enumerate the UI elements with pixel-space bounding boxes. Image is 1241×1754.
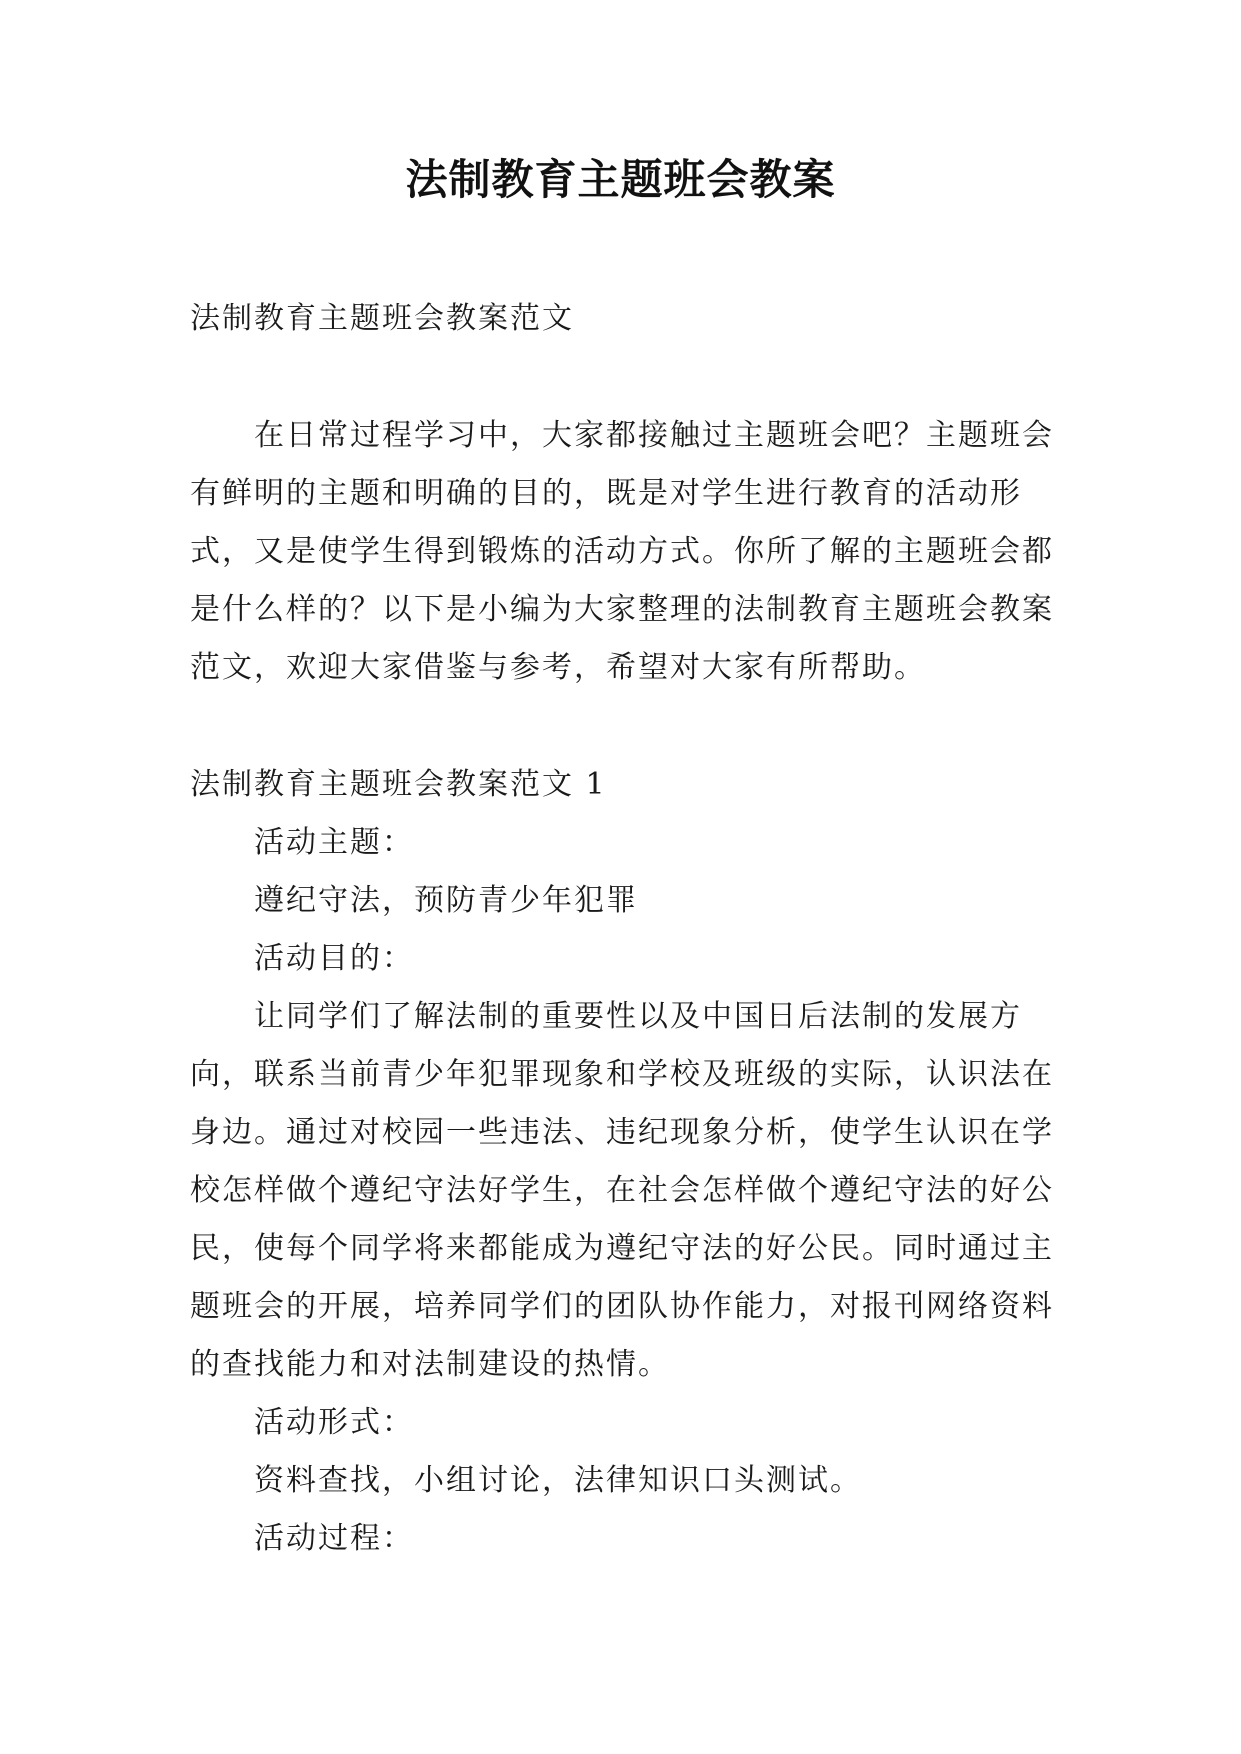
form-value: 资料查找，小组讨论，法律知识口头测试。 xyxy=(254,1463,862,1498)
goal-label: 活动目的： xyxy=(254,941,414,976)
document-subtitle: 法制教育主题班会教案范文 xyxy=(190,301,574,336)
document-title: 法制教育主题班会教案 xyxy=(405,155,836,204)
intro-paragraph: 在日常过程学习中，大家都接触过主题班会吧？主题班会有鲜明的主题和明确的目的，既是对学生进行教育的活动形式，又是使学生得到锻炼的活动方式。你所了解的主题班会都是什么样的？以下是小编为大家整理的法制教育主题班会教案范文，欢迎大家借鉴与参考，希望对大家有所帮助。 xyxy=(190,418,1054,685)
form-label: 活动形式： xyxy=(254,1405,414,1440)
theme-value: 遵纪守法，预防青少年犯罪 xyxy=(254,883,638,918)
process-label: 活动过程： xyxy=(254,1521,414,1556)
theme-label: 活动主题： xyxy=(254,825,414,860)
goal-paragraph: 让同学们了解法制的重要性以及中国日后法制的发展方向，联系当前青少年犯罪现象和学校及班级的实际，认识法在身边。通过对校园一些违法、违纪现象分析，使学生认识在学校怎样做个遵纪守法好学生，在社会怎样做个遵纪守法的好公民，使每个同学将来都能成为遵纪守法的好公民。同时通过主题班会的开展，培养同学们的团队协作能力，对报刊网络资料的查找能力和对法制建设的热情。 xyxy=(190,999,1054,1382)
section-heading: 法制教育主题班会教案范文 1 xyxy=(190,767,607,802)
document-body xyxy=(190,290,1060,1568)
